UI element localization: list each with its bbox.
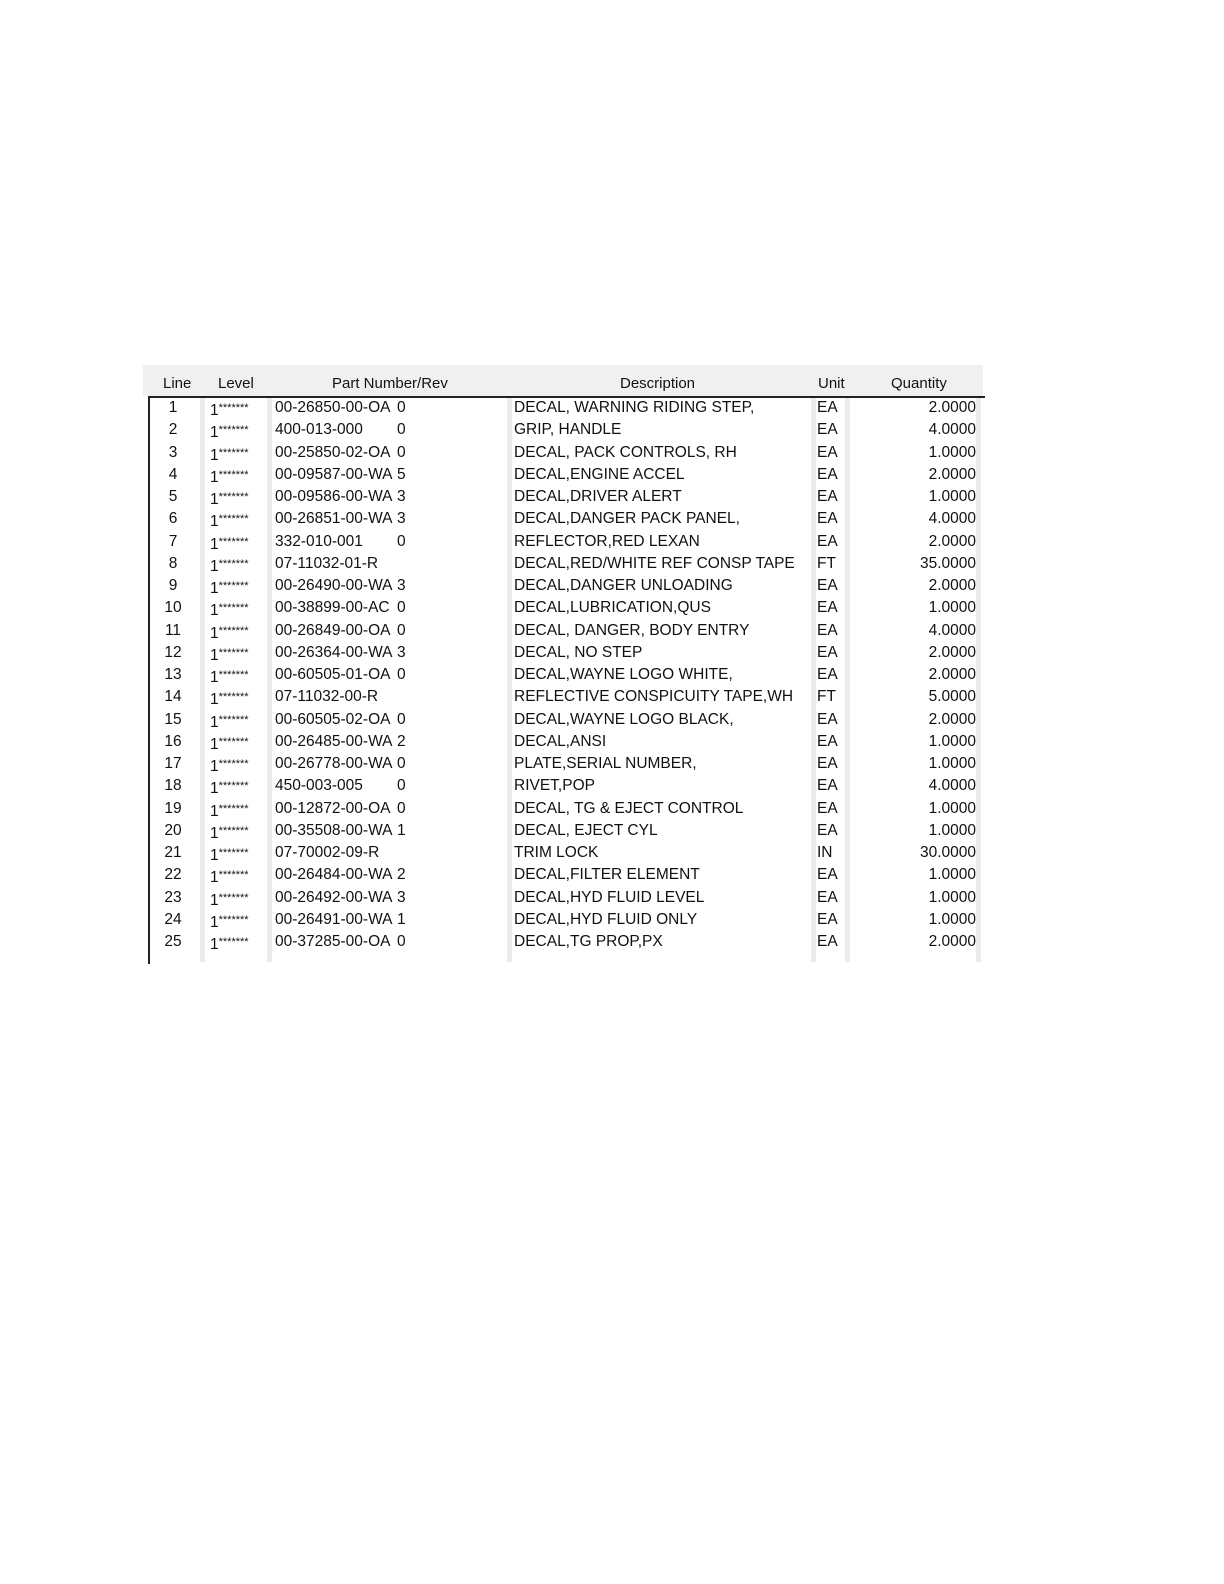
row-level: 1******* xyxy=(210,602,249,620)
row-revision: 3 xyxy=(397,577,406,594)
row-level: 1******* xyxy=(210,936,249,953)
column-header-part-number[interactable]: Part Number/Rev xyxy=(332,375,448,392)
row-line-number: 2 xyxy=(168,421,178,439)
row-description: DECAL,TG PROP,PX xyxy=(514,933,663,950)
row-description: DECAL, NO STEP xyxy=(514,643,643,661)
row-description: GRIP, HANDLE xyxy=(514,421,622,439)
row-level: 1******* xyxy=(210,669,249,686)
row-part-number: 00-09587-00-WA xyxy=(275,465,393,483)
row-revision: 0 xyxy=(397,421,406,439)
row-level: 1******* xyxy=(210,780,249,798)
row-unit: EA xyxy=(817,465,838,483)
row-description: DECAL,ENGINE ACCEL xyxy=(514,465,685,483)
table-row[interactable] xyxy=(143,464,983,486)
row-revision: 3 xyxy=(397,510,406,528)
row-quantity: 1.0000 xyxy=(928,599,976,617)
row-line-number: 10 xyxy=(164,599,182,617)
row-part-number: 00-38899-00-AC xyxy=(275,599,390,617)
row-unit: EA xyxy=(817,399,838,416)
row-line-number: 4 xyxy=(168,465,178,483)
row-description: DECAL,HYD FLUID ONLY xyxy=(514,910,698,928)
row-description: DECAL, PACK CONTROLS, RH xyxy=(514,443,737,461)
row-description: DECAL,DRIVER ALERT xyxy=(514,488,682,505)
table-row[interactable] xyxy=(143,531,983,553)
row-revision: 1 xyxy=(397,821,406,839)
row-unit: EA xyxy=(817,910,838,928)
row-quantity: 1.0000 xyxy=(928,888,976,906)
column-header-line[interactable]: Line xyxy=(163,375,192,392)
row-quantity: 1.0000 xyxy=(928,732,976,750)
row-line-number: 25 xyxy=(164,933,182,950)
row-part-number: 07-70002-09-R xyxy=(275,844,380,861)
row-unit: EA xyxy=(817,577,838,594)
row-level: 1******* xyxy=(210,735,249,753)
row-quantity: 2.0000 xyxy=(928,933,976,950)
row-revision: 0 xyxy=(397,399,406,416)
row-line-number: 19 xyxy=(164,799,182,817)
row-quantity: 4.0000 xyxy=(928,421,976,439)
table-row[interactable] xyxy=(143,753,983,775)
table-row[interactable] xyxy=(143,486,983,508)
row-unit: EA xyxy=(817,488,838,505)
row-quantity: 1.0000 xyxy=(928,755,976,772)
row-unit: EA xyxy=(817,888,838,906)
row-level: 1******* xyxy=(210,557,249,575)
table-row[interactable] xyxy=(143,820,983,842)
row-part-number: 00-26850-00-OA xyxy=(275,399,391,416)
row-unit: EA xyxy=(817,866,838,884)
row-quantity: 1.0000 xyxy=(928,910,976,928)
row-part-number: 00-35508-00-WA xyxy=(275,821,393,839)
row-revision: 0 xyxy=(397,532,406,550)
row-level: 1******* xyxy=(210,424,249,442)
row-revision: 2 xyxy=(397,866,406,884)
row-unit: EA xyxy=(817,599,838,617)
row-line-number: 21 xyxy=(164,844,182,861)
table-row[interactable] xyxy=(143,931,983,953)
row-line-number: 23 xyxy=(164,888,182,906)
row-line-number: 14 xyxy=(164,688,182,706)
row-line-number: 22 xyxy=(164,866,182,884)
row-revision: 0 xyxy=(397,799,406,817)
row-description: DECAL,DANGER PACK PANEL, xyxy=(514,510,740,528)
row-part-number: 00-26492-00-WA xyxy=(275,888,393,906)
row-line-number: 3 xyxy=(168,443,178,461)
row-revision: 0 xyxy=(397,933,406,950)
table-row[interactable] xyxy=(143,664,983,686)
row-unit: IN xyxy=(817,844,833,861)
row-line-number: 13 xyxy=(164,666,182,683)
row-line-number: 18 xyxy=(164,777,182,795)
row-unit: EA xyxy=(817,710,838,728)
row-unit: EA xyxy=(817,621,838,639)
row-part-number: 00-26364-00-WA xyxy=(275,643,393,661)
row-quantity: 2.0000 xyxy=(928,465,976,483)
table-row[interactable] xyxy=(143,597,983,619)
row-line-number: 5 xyxy=(168,488,178,505)
row-description: DECAL, EJECT CYL xyxy=(514,821,658,839)
row-quantity: 4.0000 xyxy=(928,777,976,795)
row-description: PLATE,SERIAL NUMBER, xyxy=(514,755,697,772)
row-line-number: 16 xyxy=(164,732,182,750)
row-part-number: 00-09586-00-WA xyxy=(275,488,393,505)
row-revision: 2 xyxy=(397,732,406,750)
table-row[interactable] xyxy=(143,442,983,464)
row-level: 1******* xyxy=(210,802,249,820)
row-description: DECAL, DANGER, BODY ENTRY xyxy=(514,621,750,639)
row-unit: FT xyxy=(817,554,836,572)
table-row[interactable] xyxy=(143,419,983,441)
row-quantity: 4.0000 xyxy=(928,510,976,528)
row-level: 1******* xyxy=(210,535,249,553)
row-unit: EA xyxy=(817,510,838,528)
row-description: DECAL,ANSI xyxy=(514,732,607,750)
row-part-number: 00-26484-00-WA xyxy=(275,866,393,884)
row-part-number: 332-010-001 xyxy=(275,532,363,550)
row-description: DECAL, WARNING RIDING STEP, xyxy=(514,399,755,416)
table-row[interactable] xyxy=(143,686,983,708)
row-line-number: 1 xyxy=(168,399,178,416)
table-row[interactable] xyxy=(143,508,983,530)
row-unit: EA xyxy=(817,933,838,950)
table-row[interactable] xyxy=(143,775,983,797)
row-level: 1******* xyxy=(210,646,249,664)
row-unit: EA xyxy=(817,421,838,439)
row-description: DECAL,DANGER UNLOADING xyxy=(514,577,733,594)
column-header-quantity[interactable]: Quantity xyxy=(891,375,947,392)
row-unit: EA xyxy=(817,821,838,839)
row-description: DECAL, TG & EJECT CONTROL xyxy=(514,799,744,817)
table-row[interactable] xyxy=(143,731,983,753)
row-level: 1******* xyxy=(210,847,249,864)
row-description: TRIM LOCK xyxy=(514,844,599,861)
row-line-number: 11 xyxy=(164,621,182,639)
row-part-number: 00-26849-00-OA xyxy=(275,621,391,639)
row-revision: 0 xyxy=(397,777,406,795)
row-line-number: 24 xyxy=(164,910,182,928)
row-part-number: 00-26778-00-WA xyxy=(275,755,393,772)
row-quantity: 2.0000 xyxy=(928,399,976,416)
row-level: 1******* xyxy=(210,446,249,464)
row-level: 1******* xyxy=(210,713,249,731)
grid-header xyxy=(143,365,983,396)
row-level: 1******* xyxy=(210,468,249,486)
row-level: 1******* xyxy=(210,580,249,597)
row-quantity: 2.0000 xyxy=(928,577,976,594)
row-unit: FT xyxy=(817,688,836,706)
row-line-number: 6 xyxy=(168,510,178,528)
row-level: 1******* xyxy=(210,624,249,642)
row-part-number: 07-11032-01-R xyxy=(275,554,379,572)
row-quantity: 30.0000 xyxy=(919,844,976,861)
table-row[interactable] xyxy=(143,909,983,931)
row-revision: 1 xyxy=(397,910,406,928)
row-unit: EA xyxy=(817,777,838,795)
row-description: DECAL,HYD FLUID LEVEL xyxy=(514,888,705,906)
row-level: 1******* xyxy=(210,913,249,931)
row-part-number: 00-12872-00-OA xyxy=(275,799,391,817)
column-header-description[interactable]: Description xyxy=(620,375,696,392)
row-part-number: 00-26490-00-WA xyxy=(275,577,393,594)
row-unit: EA xyxy=(817,532,838,550)
row-unit: EA xyxy=(817,799,838,817)
row-level: 1******* xyxy=(210,869,249,887)
row-part-number: 00-26485-00-WA xyxy=(275,732,393,750)
row-part-number: 00-26491-00-WA xyxy=(275,910,393,928)
row-revision: 3 xyxy=(397,488,406,505)
table-row[interactable] xyxy=(143,397,983,419)
table-row[interactable] xyxy=(143,864,983,886)
row-quantity: 2.0000 xyxy=(928,666,976,683)
row-level: 1******* xyxy=(210,758,249,775)
row-quantity: 35.0000 xyxy=(919,554,976,572)
row-description: DECAL,WAYNE LOGO WHITE, xyxy=(514,666,733,683)
row-quantity: 2.0000 xyxy=(928,710,976,728)
row-revision: 0 xyxy=(397,755,406,772)
row-part-number: 00-60505-02-OA xyxy=(275,710,391,728)
table-row[interactable] xyxy=(143,575,983,597)
row-line-number: 8 xyxy=(168,554,178,572)
row-quantity: 1.0000 xyxy=(928,488,976,505)
row-unit: EA xyxy=(817,732,838,750)
bom-grid xyxy=(143,365,983,962)
row-revision: 0 xyxy=(397,443,406,461)
column-header-level[interactable]: Level xyxy=(218,375,254,392)
row-quantity: 1.0000 xyxy=(928,443,976,461)
table-row[interactable] xyxy=(143,553,983,575)
row-unit: EA xyxy=(817,443,838,461)
row-part-number: 00-37285-00-OA xyxy=(275,933,391,950)
row-quantity: 1.0000 xyxy=(928,821,976,839)
row-quantity: 1.0000 xyxy=(928,866,976,884)
row-description: DECAL,RED/WHITE REF CONSP TAPE xyxy=(514,554,795,572)
row-line-number: 9 xyxy=(168,577,178,594)
row-part-number: 00-60505-01-OA xyxy=(275,666,391,683)
table-row[interactable] xyxy=(143,709,983,731)
row-level: 1******* xyxy=(210,824,249,842)
row-quantity: 4.0000 xyxy=(928,621,976,639)
row-line-number: 20 xyxy=(164,821,182,839)
row-line-number: 15 xyxy=(164,710,182,728)
row-unit: EA xyxy=(817,755,838,772)
row-level: 1******* xyxy=(210,513,249,531)
table-row[interactable] xyxy=(143,642,983,664)
row-revision: 5 xyxy=(397,465,406,483)
row-unit: EA xyxy=(817,666,838,683)
row-part-number: 00-26851-00-WA xyxy=(275,510,393,528)
row-unit: EA xyxy=(817,643,838,661)
row-description: DECAL,WAYNE LOGO BLACK, xyxy=(514,710,734,728)
row-description: RIVET,POP xyxy=(514,777,595,795)
row-part-number: 400-013-000 xyxy=(275,421,363,439)
row-quantity: 5.0000 xyxy=(928,688,976,706)
row-line-number: 7 xyxy=(168,532,178,550)
row-description: REFLECTOR,RED LEXAN xyxy=(514,532,700,550)
row-quantity: 2.0000 xyxy=(928,532,976,550)
row-part-number: 450-003-005 xyxy=(275,777,363,795)
row-level: 1******* xyxy=(210,491,249,508)
row-line-number: 17 xyxy=(164,755,182,772)
row-part-number: 07-11032-00-R xyxy=(275,688,379,706)
row-level: 1******* xyxy=(210,402,249,419)
table-row[interactable] xyxy=(143,620,983,642)
row-description: DECAL,FILTER ELEMENT xyxy=(514,866,700,884)
row-revision: 0 xyxy=(397,710,406,728)
table-row[interactable] xyxy=(143,842,983,864)
row-revision: 3 xyxy=(397,643,406,661)
column-header-unit[interactable]: Unit xyxy=(818,375,845,392)
row-quantity: 1.0000 xyxy=(928,799,976,817)
row-description: DECAL,LUBRICATION,QUS xyxy=(514,599,711,617)
row-revision: 0 xyxy=(397,666,406,683)
row-revision: 0 xyxy=(397,621,406,639)
row-revision: 0 xyxy=(397,599,406,617)
row-line-number: 12 xyxy=(164,643,182,661)
row-revision: 3 xyxy=(397,888,406,906)
row-level: 1******* xyxy=(210,691,249,709)
row-part-number: 00-25850-02-OA xyxy=(275,443,391,461)
table-row[interactable] xyxy=(143,798,983,820)
table-row[interactable] xyxy=(143,887,983,909)
row-quantity: 2.0000 xyxy=(928,643,976,661)
row-level: 1******* xyxy=(210,891,249,909)
row-description: REFLECTIVE CONSPICUITY TAPE,WH xyxy=(514,688,794,706)
